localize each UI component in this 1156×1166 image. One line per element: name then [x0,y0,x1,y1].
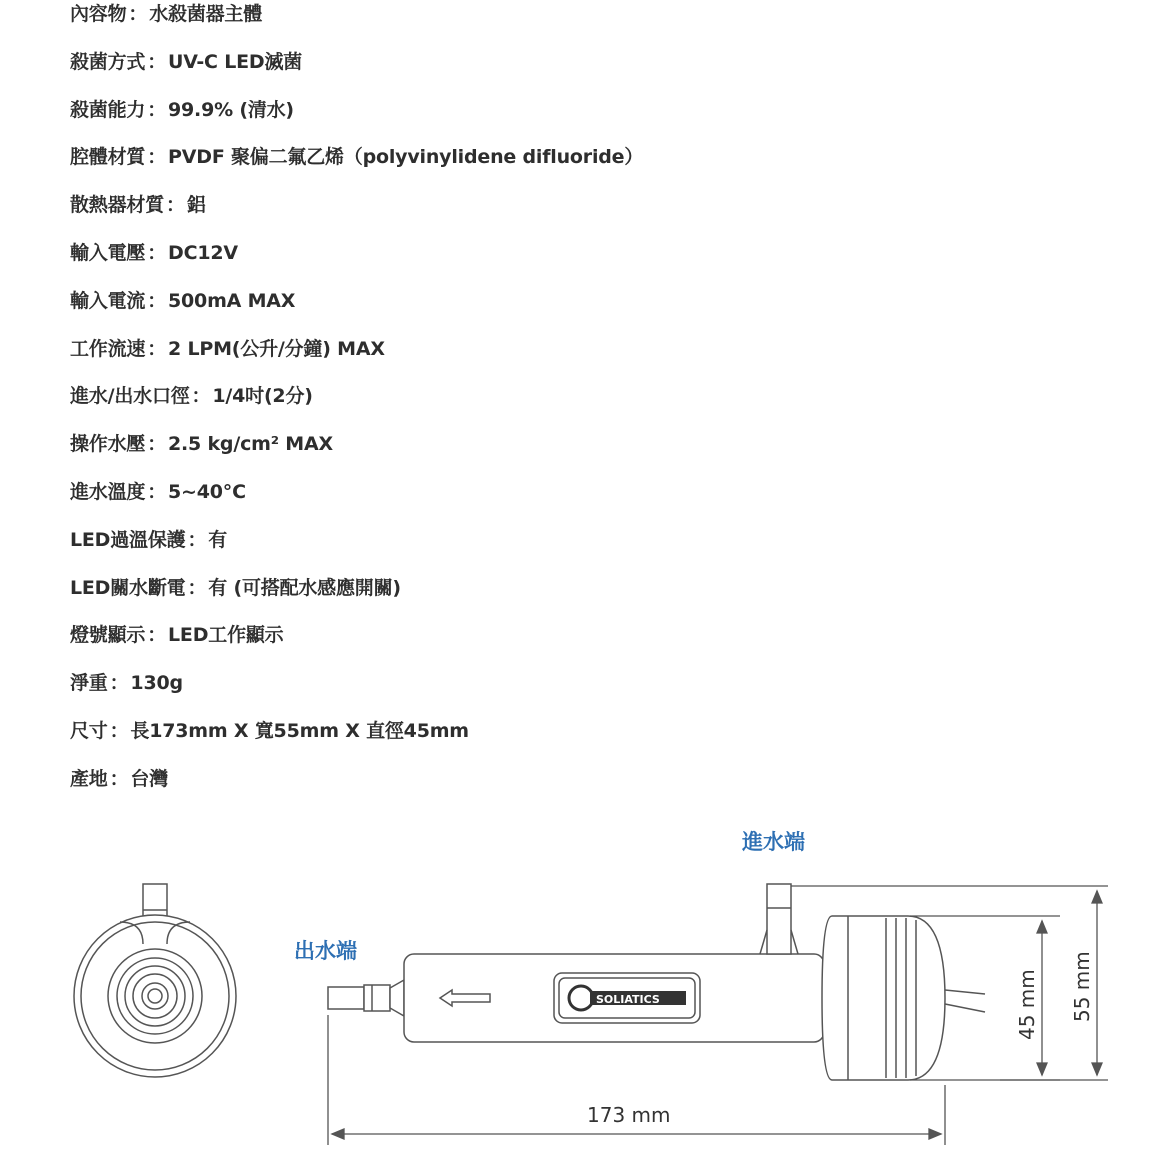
product-diagram [0,810,1156,1166]
end-view-drawing [74,884,236,1077]
spec-label: 進水/出水口徑 [70,385,190,408]
spec-separator: ： [109,720,129,742]
spec-label: 操作水壓 [70,433,146,456]
spec-row [70,622,283,670]
length-dimension: 173 mm [587,1103,671,1127]
spec-value: 鋁 [186,194,206,217]
spec-value: UV-C LED滅菌 [168,50,303,73]
spec-value: LED工作顯示 [168,624,284,647]
spec-row [70,527,227,575]
spec-row [70,288,295,336]
spec-label: 尺寸 [70,720,108,742]
spec-separator: ： [147,481,167,503]
spec-value: 130g [130,672,183,695]
spec-separator: ： [147,289,167,312]
spec-value: 5~40°C [168,481,246,503]
spec-separator: ： [147,624,167,647]
spec-row [70,1,262,49]
spec-value: 2.5 kg/cm² MAX [168,433,333,456]
spec-label: 輸入電壓 [70,242,146,264]
spec-row [70,49,302,97]
spec-label: 散熱器材質 [70,194,165,217]
spec-label: 進水溫度 [70,481,146,503]
side-view-drawing [328,884,985,1080]
spec-label: 淨重 [70,672,108,695]
spec-separator: ： [147,242,167,264]
spec-row [70,144,643,192]
spec-row [70,192,206,240]
spec-separator: ： [187,576,207,599]
spec-value: 500mA MAX [168,289,296,312]
spec-separator: ： [147,337,167,360]
spec-separator: ： [187,528,207,551]
spec-row [70,336,385,384]
spec-value: 台灣 [130,767,169,790]
spec-row [70,479,246,527]
spec-value: 99.9% (清水) [168,98,294,121]
spec-value: 長173mm X 寬55mm X 直徑45mm [130,720,469,742]
spec-label: 殺菌能力 [70,98,146,121]
spec-label: 輸入電流 [70,289,146,312]
spec-value: DC12V [168,242,238,264]
spec-label: 燈號顯示 [70,624,146,647]
spec-row [70,575,401,623]
spec-separator: ： [128,3,148,25]
spec-row [70,240,238,288]
spec-row [70,383,313,431]
spec-row [70,431,333,479]
spec-separator: ： [147,146,167,169]
spec-row [70,766,168,814]
spec-row [70,670,183,718]
spec-separator: ： [147,433,167,456]
spec-label: 腔體材質 [70,146,146,169]
spec-value: 有 [208,528,228,551]
spec-label: LED關水斷電 [70,576,186,599]
spec-row [70,97,294,145]
outlet-label: 出水端 [294,939,357,963]
spec-separator: ： [109,767,129,790]
spec-value: 有 (可搭配水感應開關) [208,576,401,599]
spec-value: 2 LPM(公升/分鐘) MAX [168,337,385,360]
spec-value: PVDF 聚偏二氟乙烯（polyvinylidene difluoride） [168,146,644,169]
spec-separator: ： [191,385,211,408]
spec-separator: ： [147,98,167,121]
spec-label: LED過溫保護 [70,528,186,551]
spec-label: 產地 [70,767,108,790]
spec-separator: ： [166,194,185,217]
spec-label: 工作流速 [70,337,146,360]
spec-row [70,718,469,766]
diameter-dimension: 45 mm [1015,969,1039,1040]
spec-separator: ： [147,50,167,73]
inlet-label: 進水端 [742,830,805,854]
width-dimension: 55 mm [1070,951,1094,1022]
spec-value: 1/4吋(2分) [212,385,313,408]
spec-label: 殺菌方式 [70,50,146,73]
logo-text: SOLIATICS [596,993,660,1006]
spec-value: 水殺菌器主體 [149,3,263,25]
spec-separator: ： [109,672,129,695]
spec-label: 內容物 [70,3,127,25]
